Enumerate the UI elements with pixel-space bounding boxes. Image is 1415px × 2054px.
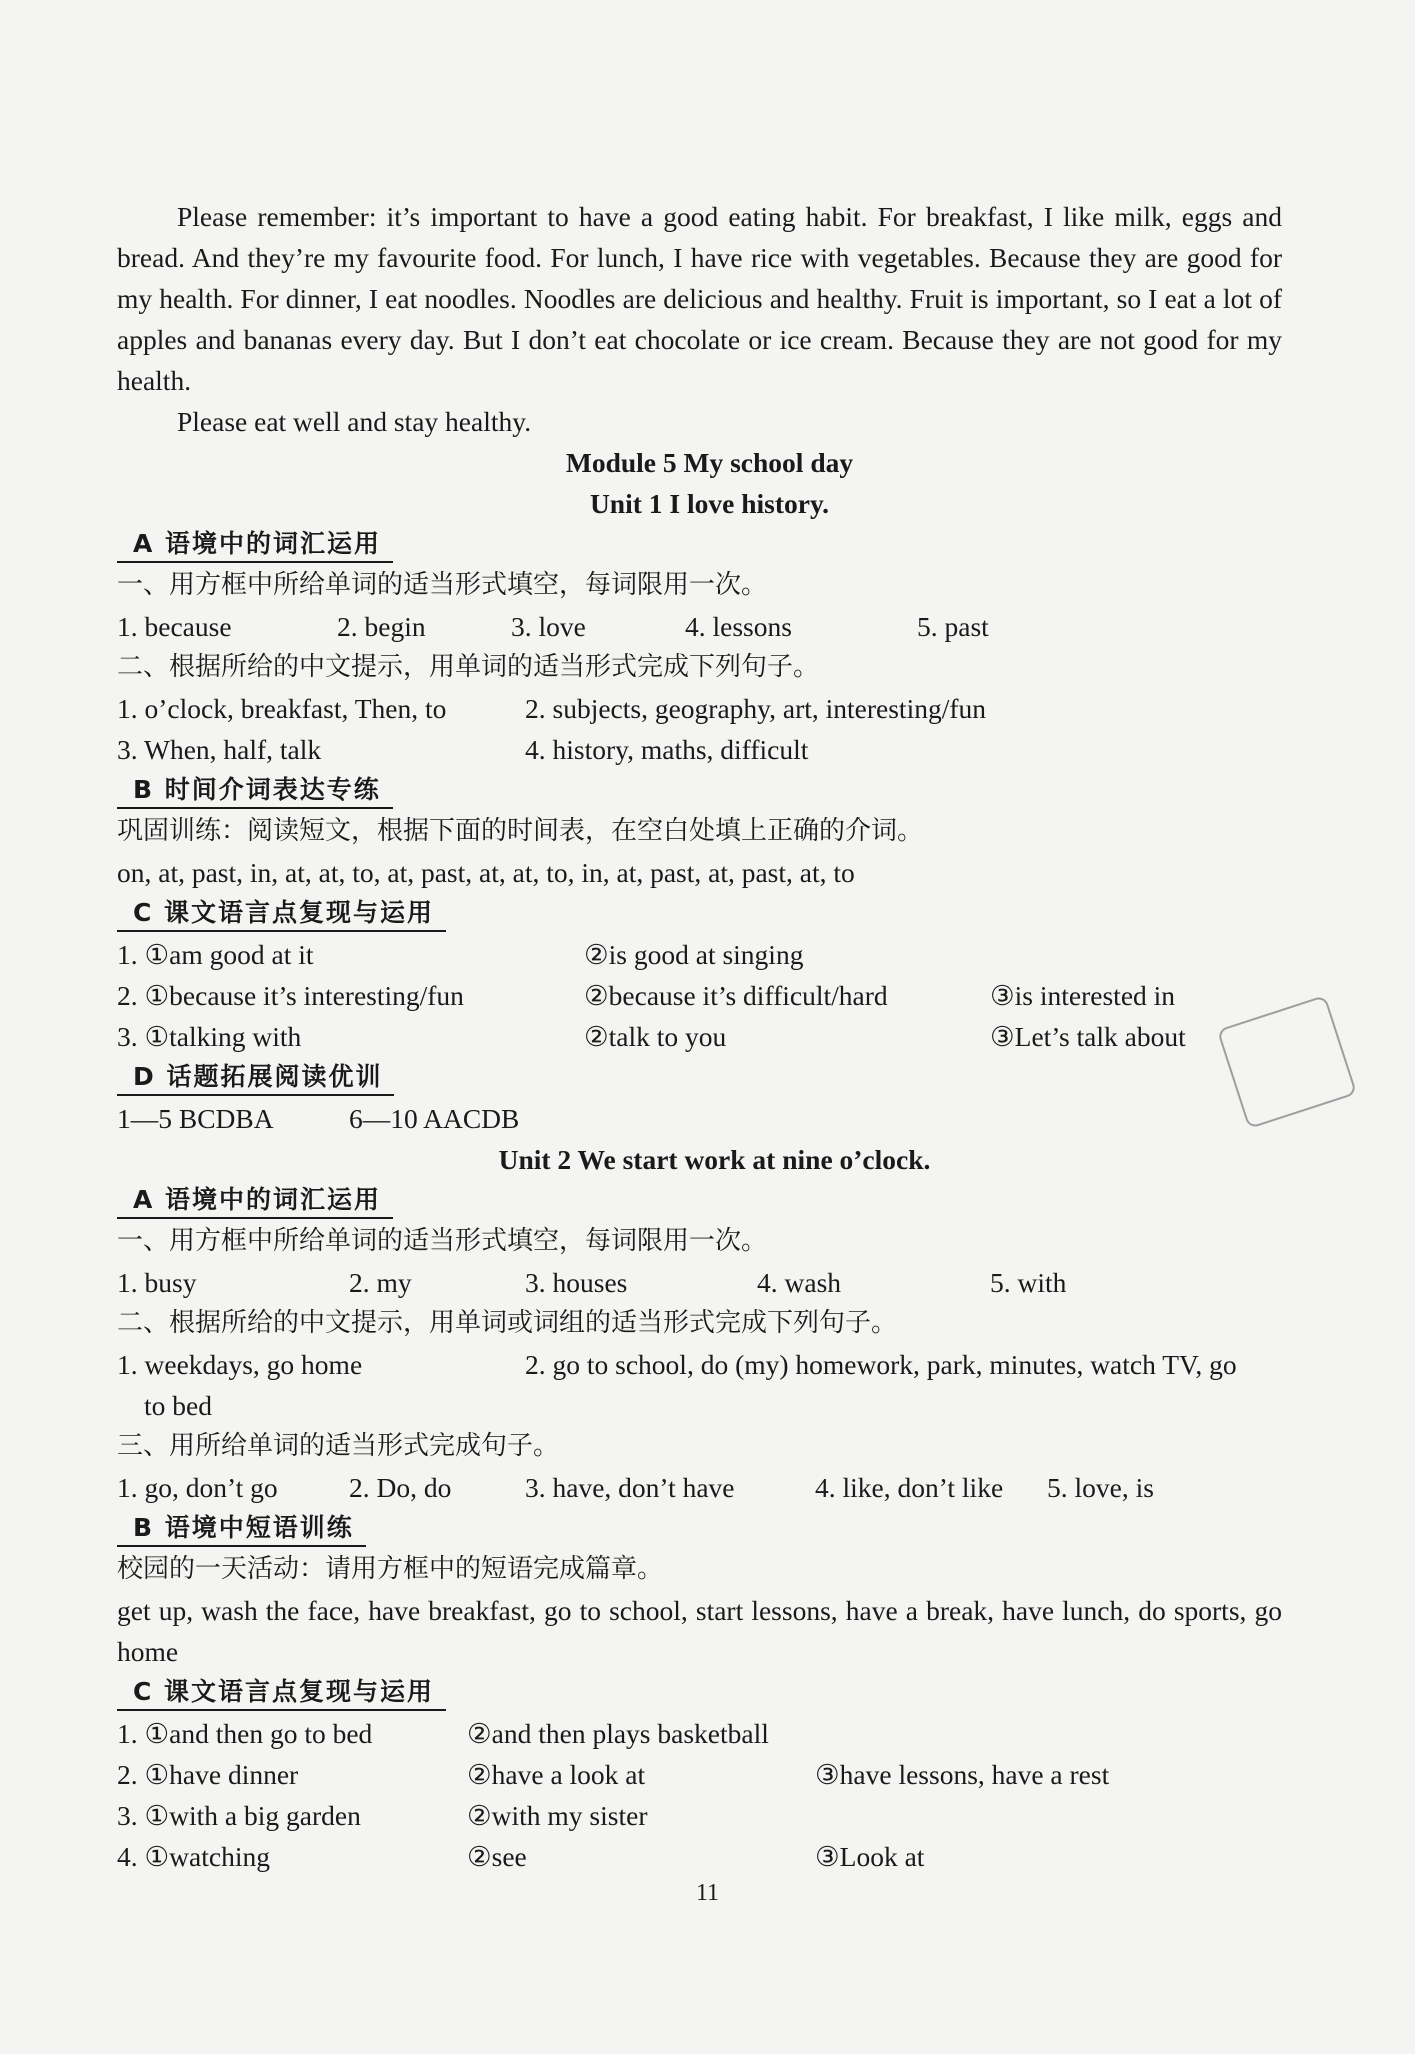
question-heading: 二、根据所给的中文提示，用单词或词组的适当形式完成下列句子。 [117, 1308, 898, 1338]
section-label-d: D 话题拓展阅读优训 [117, 1060, 394, 1096]
answer: ②have a look at [467, 1759, 646, 1790]
answer: ②and then plays basketball [467, 1718, 769, 1749]
answer-content [117, 196, 1282, 1877]
answer: 5. past [917, 611, 989, 642]
answer: 1. weekdays, go home [117, 1349, 363, 1380]
answer: ③Look at [815, 1841, 925, 1872]
answer-row [117, 1467, 1282, 1508]
answer-row [117, 1016, 1282, 1057]
module-title: Module 5 My school day [565, 447, 854, 478]
answer: 4. ①watching [117, 1841, 270, 1872]
section-label-c: C 课文语言点复现与运用 [117, 1675, 446, 1711]
answer-row [117, 1262, 1282, 1303]
answer: 4. history, maths, difficult [525, 734, 809, 765]
answer: 4. lessons [685, 611, 792, 642]
answer: ②talk to you [584, 1021, 727, 1052]
answer: 1. because [117, 611, 232, 642]
answer: ②because it’s difficult/hard [584, 980, 888, 1011]
question-heading: 校园的一天活动：请用方框中的短语完成篇章。 [117, 1554, 664, 1584]
unit2-title: Unit 2 We start work at nine o’clock. [498, 1144, 931, 1175]
answer-paragraph: get up, wash the face, have breakfast, go to school, start lessons, have a break, have lunch, do sports, go home [117, 1595, 1282, 1667]
answer: 2. go to school, do (my) homework, park, minutes, watch TV, go [525, 1349, 1237, 1380]
section-label-b: B 时间介词表达专练 [117, 773, 393, 809]
answer-row [117, 606, 1282, 647]
answer-row [117, 934, 1282, 975]
question-heading: 二、根据所给的中文提示，用单词的适当形式完成下列句子。 [117, 652, 820, 682]
answer: 1. busy [117, 1267, 197, 1298]
page-number: 11 [695, 1880, 720, 1906]
answer-row [117, 1795, 1282, 1836]
answer: 2. begin [337, 611, 426, 642]
answer: 3. have, don’t have [525, 1472, 735, 1503]
section-label-a: A 语境中的词汇运用 [117, 1183, 393, 1219]
answer: 2. ①have dinner [117, 1759, 299, 1790]
answer: 4. like, don’t like [815, 1472, 1004, 1503]
section-label-c: C 课文语言点复现与运用 [117, 896, 446, 932]
answer: 1. go, don’t go [117, 1472, 278, 1503]
answer-row [117, 1098, 1282, 1139]
answer-row [117, 1754, 1282, 1795]
answer-row [117, 1836, 1282, 1877]
answer: 3. ①with a big garden [117, 1800, 361, 1831]
answer: 5. with [990, 1267, 1067, 1298]
question-heading: 三、用所给单词的适当形式完成句子。 [117, 1431, 560, 1461]
answer-line: on, at, past, in, at, at, to, at, past, at, at, to, in, at, past, at, past, at, to [117, 857, 855, 888]
answer: 2. subjects, geography, art, interesting/fun [525, 693, 987, 724]
answer: 1. ①am good at it [117, 939, 314, 970]
answer: 4. wash [757, 1267, 842, 1298]
answer: 2. ①because it’s interesting/fun [117, 980, 464, 1011]
answer-row [117, 688, 1282, 729]
answer: ②is good at singing [584, 939, 804, 970]
answer: 1. o’clock, breakfast, Then, to [117, 693, 447, 724]
answer: 2. Do, do [349, 1472, 452, 1503]
answer: 1—5 BCDBA [117, 1103, 274, 1134]
answer-row [117, 1713, 1282, 1754]
answer: 3. houses [525, 1267, 628, 1298]
answer-row [117, 1344, 1282, 1385]
question-heading: 一、用方框中所给单词的适当形式填空，每词限用一次。 [117, 570, 768, 600]
answer: 3. ①talking with [117, 1021, 302, 1052]
answer: ③Let’s talk about [990, 1021, 1186, 1052]
answer: ②with my sister [467, 1800, 648, 1831]
section-label-b: B 语境中短语训练 [117, 1511, 366, 1547]
answer-line: to bed [144, 1390, 212, 1421]
intro-closing: Please eat well and stay healthy. [177, 406, 532, 437]
answer: ③is interested in [990, 980, 1176, 1011]
answer: 5. love, is [1047, 1472, 1154, 1503]
unit1-title: Unit 1 I love history. [589, 488, 830, 519]
answer: ③have lessons, have a rest [815, 1759, 1110, 1790]
answer: ②see [467, 1841, 527, 1872]
answer: 1. ①and then go to bed [117, 1718, 373, 1749]
question-heading: 一、用方框中所给单词的适当形式填空，每词限用一次。 [117, 1226, 768, 1256]
answer: 3. When, half, talk [117, 734, 322, 765]
answer: 6—10 AACDB [349, 1103, 520, 1134]
answer-row [117, 975, 1282, 1016]
answer: 3. love [511, 611, 586, 642]
question-heading: 巩固训练：阅读短文，根据下面的时间表，在空白处填上正确的介词。 [117, 816, 924, 846]
intro-paragraph: Please remember: it’s important to have a good eating habit. For breakfast, I like milk, eggs and bread. And they’re my favourite food. For lunch, I have rice with vegetables. Because they are good for my health. For dinner, I eat noodles. Noodles are delicious and healthy. Fruit is important, so I eat a lot of apples and bananas every day. But I don’t eat chocolate or ice cream. Because they are not good for my health. [117, 201, 1282, 396]
section-label-a: A 语境中的词汇运用 [117, 527, 393, 563]
answer-row [117, 729, 1282, 770]
answer: 2. my [349, 1267, 412, 1298]
